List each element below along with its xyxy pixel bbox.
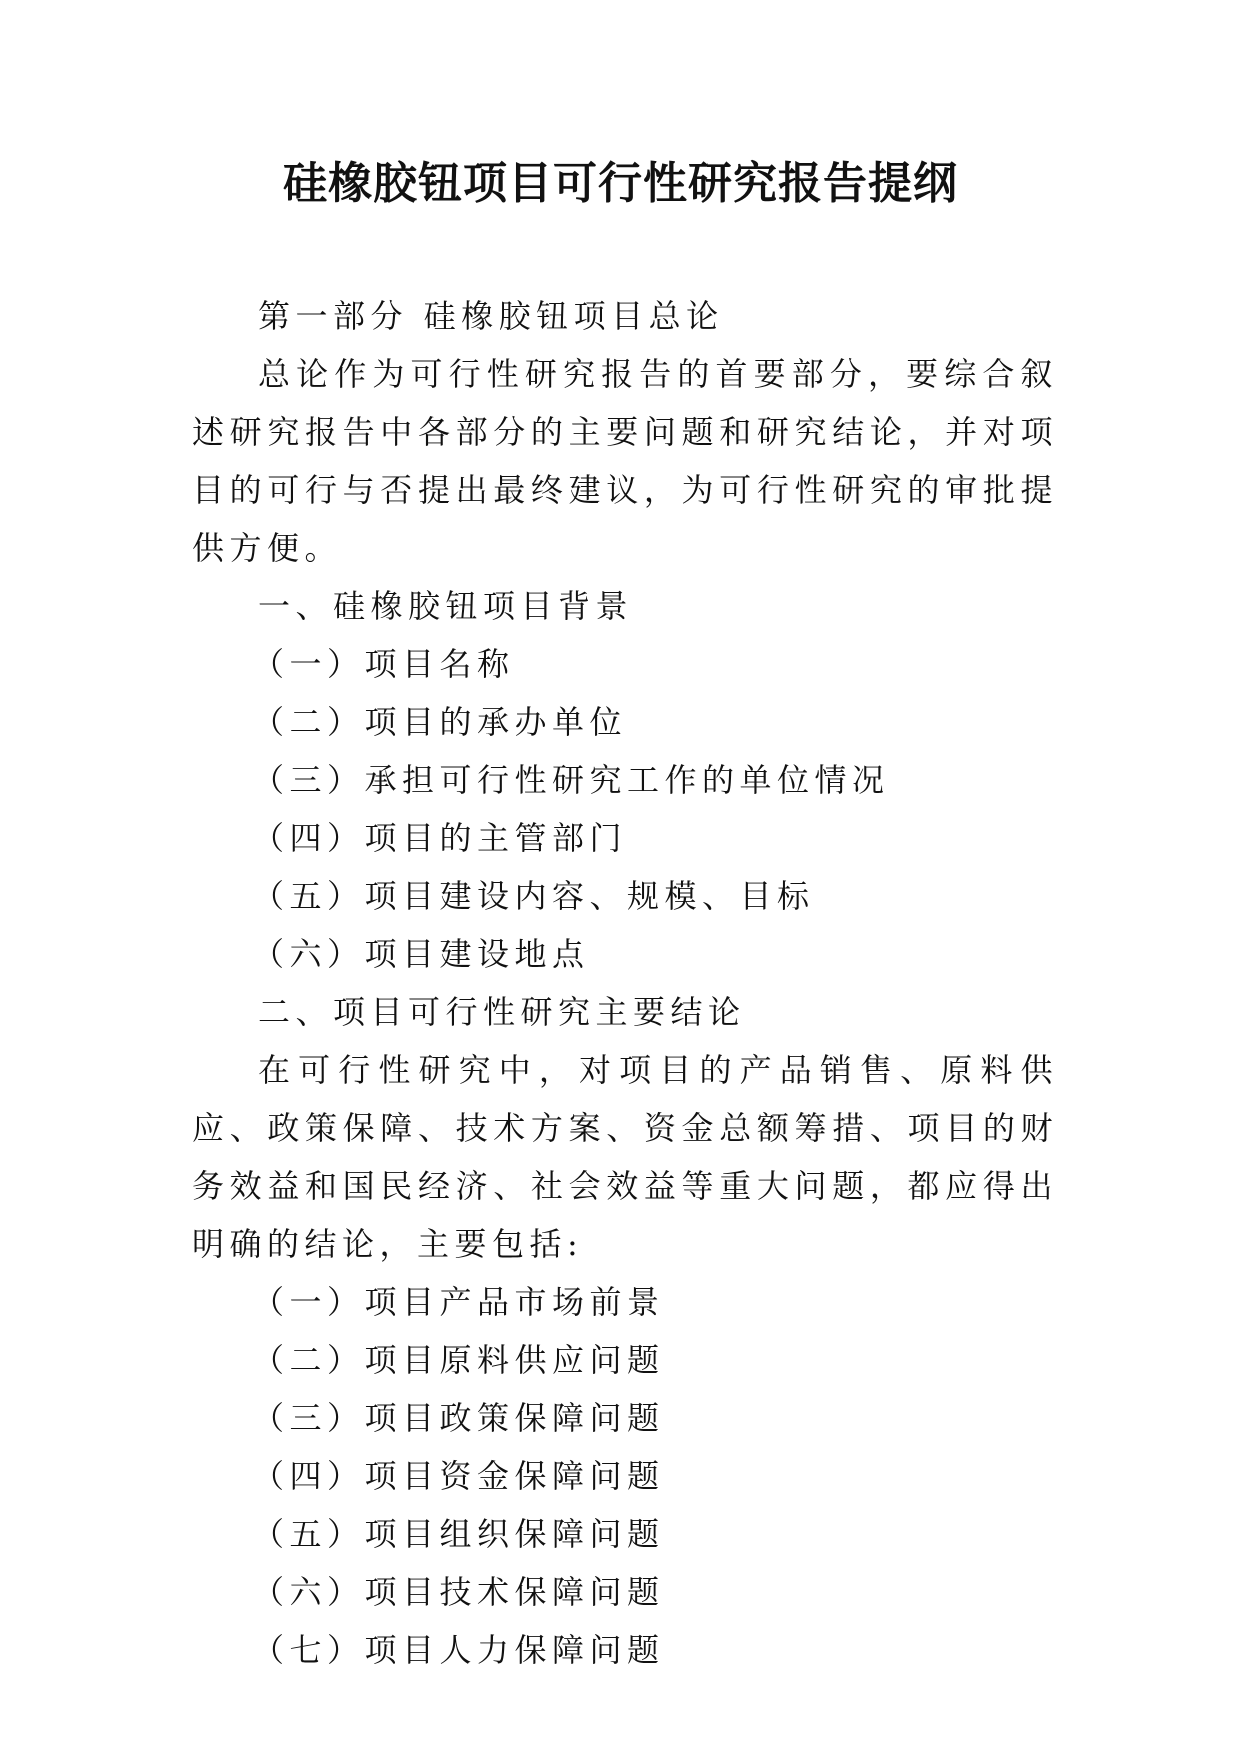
intro-paragraph: 总论作为可行性研究报告的首要部分，要综合叙述研究报告中各部分的主要问题和研究结论，并对项目的可行与否提出最终建议，为可行性研究的审批提供方便。 <box>192 355 1058 567</box>
section-1-item: （一）项目名称 <box>252 645 515 683</box>
section-2-paragraph: 在可行性研究中，对项目的产品销售、原料供应、政策保障、技术方案、资金总额筹措、项目的财务效益和国民经济、社会效益等重大问题，都应得出明确的结论，主要包括: <box>192 1051 1058 1263</box>
section-2-item: （六）项目技术保障问题 <box>252 1573 665 1611</box>
section-1-item: （六）项目建设地点 <box>252 935 590 973</box>
section-1-item: （四）项目的主管部门 <box>252 819 628 857</box>
section-2-item: （一）项目产品市场前景 <box>252 1283 665 1321</box>
section-1-heading: 一、硅橡胶钮项目背景 <box>258 587 634 625</box>
document-body <box>192 287 1058 1679</box>
document-title: 硅橡胶钮项目可行性研究报告提纲 <box>283 158 958 209</box>
part-heading: 第一部分 硅橡胶钮项目总论 <box>258 297 724 335</box>
section-1-item: （二）项目的承办单位 <box>252 703 628 741</box>
section-2-item: （二）项目原料供应问题 <box>252 1341 665 1379</box>
section-1-item: （五）项目建设内容、规模、目标 <box>252 877 815 915</box>
section-2-item: （七）项目人力保障问题 <box>252 1631 665 1669</box>
section-2-item: （五）项目组织保障问题 <box>252 1515 665 1553</box>
section-2-item: （四）项目资金保障问题 <box>252 1457 665 1495</box>
section-2-item: （三）项目政策保障问题 <box>252 1399 665 1437</box>
section-1-item: （三）承担可行性研究工作的单位情况 <box>252 761 890 799</box>
section-2-heading: 二、项目可行性研究主要结论 <box>258 993 746 1031</box>
